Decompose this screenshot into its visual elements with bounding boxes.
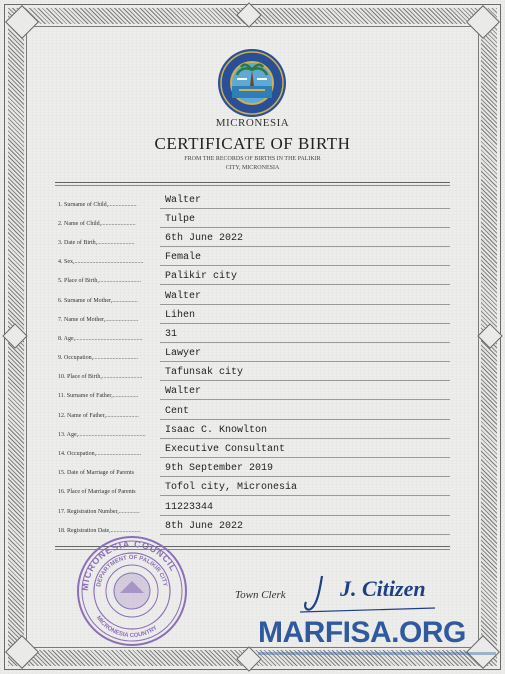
- field-row: [55, 344, 450, 363]
- top-rule: [55, 182, 450, 183]
- field-value: 31: [165, 329, 178, 340]
- field-value: Cent: [165, 406, 190, 417]
- field-value: Walter: [165, 195, 202, 206]
- field-value: Lawyer: [165, 348, 202, 359]
- field-underline: [160, 476, 450, 477]
- field-underline: [160, 342, 450, 343]
- field-underline: [160, 438, 450, 439]
- subtitle-line: CITY, MICRONESIA: [225, 165, 280, 171]
- field-label: 1. Surname of Child,...................: [58, 202, 137, 208]
- field-label: 4. Sex,..............................................: [58, 259, 144, 265]
- field-value: Isaac C. Knowlton: [165, 425, 268, 436]
- field-row: [55, 517, 450, 536]
- subtitle-line: FROM THE RECORDS OF BIRTHS IN THE PALIKIR: [184, 156, 321, 162]
- field-row: [55, 248, 450, 267]
- signature-icon: [300, 572, 445, 617]
- watermark-underline: [258, 652, 496, 655]
- field-label: 17. Registration Number,..............: [58, 509, 140, 515]
- field-label: 10. Place of Birth,...........................: [58, 374, 143, 380]
- field-value: 8th June 2022: [165, 521, 244, 532]
- stamp-outer-text: MICRONESIA COUNCIL: [79, 538, 179, 592]
- field-underline: [160, 495, 450, 496]
- field-underline: [160, 208, 450, 209]
- stamp-inner-text: DEPARTMENT OF PALIKIR CITY: [96, 554, 168, 588]
- stamp-bottom-text: MICRONESIA COUNTRY: [94, 615, 159, 640]
- certificate-subtitle: [0, 155, 505, 173]
- field-underline: [160, 399, 450, 400]
- field-label: 14. Occupation,..............................: [58, 451, 142, 457]
- country-name: MICRONESIA: [215, 117, 290, 129]
- certificate-title: CERTIFICATE OF BIRTH: [154, 134, 351, 153]
- field-value: Palikir city: [165, 271, 238, 282]
- council-stamp-icon: [76, 535, 188, 647]
- field-label: 9. Occupation,..............................: [58, 355, 139, 361]
- field-row: [55, 382, 450, 401]
- field-underline: [160, 457, 450, 458]
- field-row: [55, 402, 450, 421]
- field-row: [55, 191, 450, 210]
- field-row: [55, 478, 450, 497]
- field-row: [55, 421, 450, 440]
- field-value: Walter: [165, 386, 202, 397]
- field-label: 16. Place of Marriage of Parents: [58, 489, 136, 495]
- field-label: 13. Age,.............................................: [58, 432, 146, 438]
- field-row: [55, 440, 450, 459]
- field-value: 9th September 2019: [165, 463, 274, 474]
- field-underline: [160, 246, 450, 247]
- field-value: Tulpe: [165, 214, 196, 225]
- field-label: 5. Place of Birth,............................: [58, 278, 141, 284]
- field-row: [55, 287, 450, 306]
- field-value: Walter: [165, 291, 202, 302]
- field-row: [55, 498, 450, 517]
- field-row: [55, 267, 450, 286]
- field-value: 11223344: [165, 502, 214, 513]
- field-value: Female: [165, 252, 202, 263]
- field-underline: [160, 323, 450, 324]
- field-underline: [160, 534, 450, 535]
- field-underline: [160, 227, 450, 228]
- field-label: 11. Surname of Father,.................: [58, 393, 139, 399]
- field-value: Tofol city, Micronesia: [165, 482, 298, 493]
- top-rule: [55, 185, 450, 186]
- field-value: Lihen: [165, 310, 196, 321]
- field-row: [55, 459, 450, 478]
- field-row: [55, 363, 450, 382]
- field-label: 6. Surname of Mother,.................: [58, 298, 138, 304]
- field-underline: [160, 419, 450, 420]
- field-row: [55, 229, 450, 248]
- field-label: 15. Date of Marriage of Parents: [58, 470, 134, 476]
- field-label: 2. Name of Child,.......................: [58, 221, 136, 227]
- field-label: 18. Registration Date,....................: [58, 528, 141, 534]
- field-row: [55, 325, 450, 344]
- field-label: 12. Name of Father,......................: [58, 413, 139, 419]
- field-value: Tafunsak city: [165, 367, 244, 378]
- field-row: [55, 306, 450, 325]
- field-value: 6th June 2022: [165, 233, 244, 244]
- field-underline: [160, 380, 450, 381]
- field-label: 8. Age,.............................................: [58, 336, 143, 342]
- field-underline: [160, 304, 450, 305]
- field-row: [55, 210, 450, 229]
- field-value: Executive Consultant: [165, 444, 286, 455]
- national-seal-icon: [217, 48, 287, 118]
- svg-text:MICRONESIA COUNTRY: [95, 615, 159, 639]
- field-underline: [160, 361, 450, 362]
- watermark-text: MARFISA.ORG: [258, 616, 466, 649]
- field-underline: [160, 265, 450, 266]
- signature-text: J. Citizen: [340, 576, 426, 601]
- field-label: 3. Date of Birth,.........................: [58, 240, 135, 246]
- field-underline: [160, 284, 450, 285]
- town-clerk-label: Town Clerk: [235, 589, 286, 601]
- field-label: 7. Name of Mother,......................: [58, 317, 139, 323]
- field-underline: [160, 515, 450, 516]
